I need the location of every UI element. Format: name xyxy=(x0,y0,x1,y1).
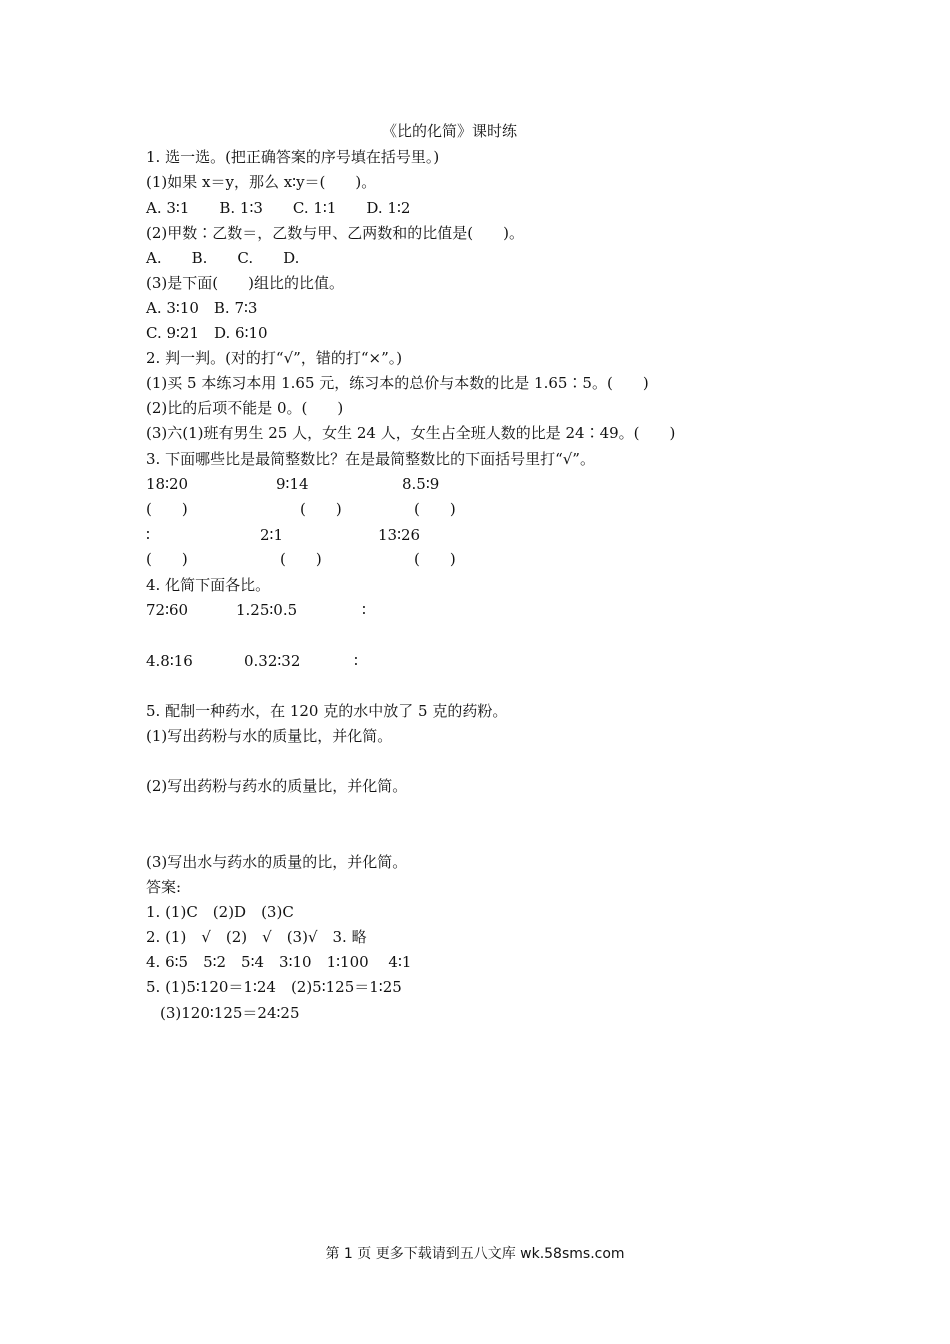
q3-ratio: 9∶14 xyxy=(276,475,309,493)
q1-heading: 1. 选一选。(把正确答案的序号填在括号里。) xyxy=(146,148,440,166)
q4-ratio: 4.8∶16 xyxy=(146,652,193,670)
q1-part3-options-ab: A. 3∶10 B. 7∶3 xyxy=(146,299,258,317)
q1-part1: (1)如果 x＝y，那么 x∶y＝( )。 xyxy=(146,173,377,191)
answer-q5-part3: (3)120∶125＝24∶25 xyxy=(160,1004,300,1022)
q4-ratio: ∶ xyxy=(354,652,358,670)
page-footer: 第 1 页 更多下载请到五八文库 wk.58sms.com xyxy=(325,1246,625,1262)
q1-part2: (2)甲数∶乙数＝，乙数与甲、乙两数和的比值是( )。 xyxy=(146,224,524,242)
q3-ratio: 2∶1 xyxy=(260,526,283,544)
q4-ratio: 0.32∶32 xyxy=(244,652,301,670)
answer-q5: 5. (1)5∶120＝1∶24 (2)5∶125＝1∶25 xyxy=(146,978,402,996)
q2-part2: (2)比的后项不能是 0。( ) xyxy=(146,399,344,417)
q2-part3: (3)六(1)班有男生 25 人，女生 24 人，女生占全班人数的比是 24∶49。( ) xyxy=(146,424,676,442)
q3-ratio: 18∶20 xyxy=(146,475,189,493)
q4-heading: 4. 化简下面各比。 xyxy=(146,576,271,594)
q2-heading: 2. 判一判。(对的打“√”，错的打“×”。) xyxy=(146,349,403,367)
answer-q1: 1. (1)C (2)D (3)C xyxy=(146,903,294,921)
q1-part3-options-cd: C. 9∶21 D. 6∶10 xyxy=(146,324,268,342)
q5-heading: 5. 配制一种药水，在 120 克的水中放了 5 克的药粉。 xyxy=(146,702,508,720)
q5-part2: (2)写出药粉与药水的质量比，并化简。 xyxy=(146,777,408,795)
q3-ratio: ∶ xyxy=(146,526,150,544)
q3-heading: 3. 下面哪些比是最简整数比？在是最简整数比的下面括号里打“√”。 xyxy=(146,450,595,468)
q5-part3: (3)写出水与药水的质量的比，并化简。 xyxy=(146,853,408,871)
q3-answer-bracket: ( ) xyxy=(146,550,188,568)
q3-answer-bracket: ( ) xyxy=(280,550,322,568)
page-title: 《比的化简》课时练 xyxy=(382,122,518,140)
q3-ratio: 8.5∶9 xyxy=(402,475,440,493)
q1-part2-options: A. B. C. D. xyxy=(146,249,300,267)
answers-heading: 答案: xyxy=(146,878,182,896)
q3-answer-bracket: ( ) xyxy=(300,500,342,518)
q5-part1: (1)写出药粉与水的质量比，并化简。 xyxy=(146,727,393,745)
q3-answer-bracket: ( ) xyxy=(146,500,188,518)
q2-part1: (1)买 5 本练习本用 1.65 元，练习本的总价与本数的比是 1.65∶5。( ) xyxy=(146,374,649,392)
q3-ratio: 13∶26 xyxy=(378,526,421,544)
q3-answer-bracket: ( ) xyxy=(414,500,456,518)
q4-ratio: 1.25∶0.5 xyxy=(236,601,298,619)
answer-q2-q3: 2. (1) √ (2) √ (3)√ 3. 略 xyxy=(146,928,367,946)
q4-ratio: ∶ xyxy=(362,601,366,619)
q4-ratio: 72∶60 xyxy=(146,601,189,619)
q1-part3: (3)是下面( )组比的比值。 xyxy=(146,274,344,292)
answer-q4: 4. 6∶5 5∶2 5∶4 3∶10 1∶100 4∶1 xyxy=(146,953,412,971)
q1-part1-options: A. 3∶1 B. 1∶3 C. 1∶1 D. 1∶2 xyxy=(146,199,411,217)
q3-answer-bracket: ( ) xyxy=(414,550,456,568)
